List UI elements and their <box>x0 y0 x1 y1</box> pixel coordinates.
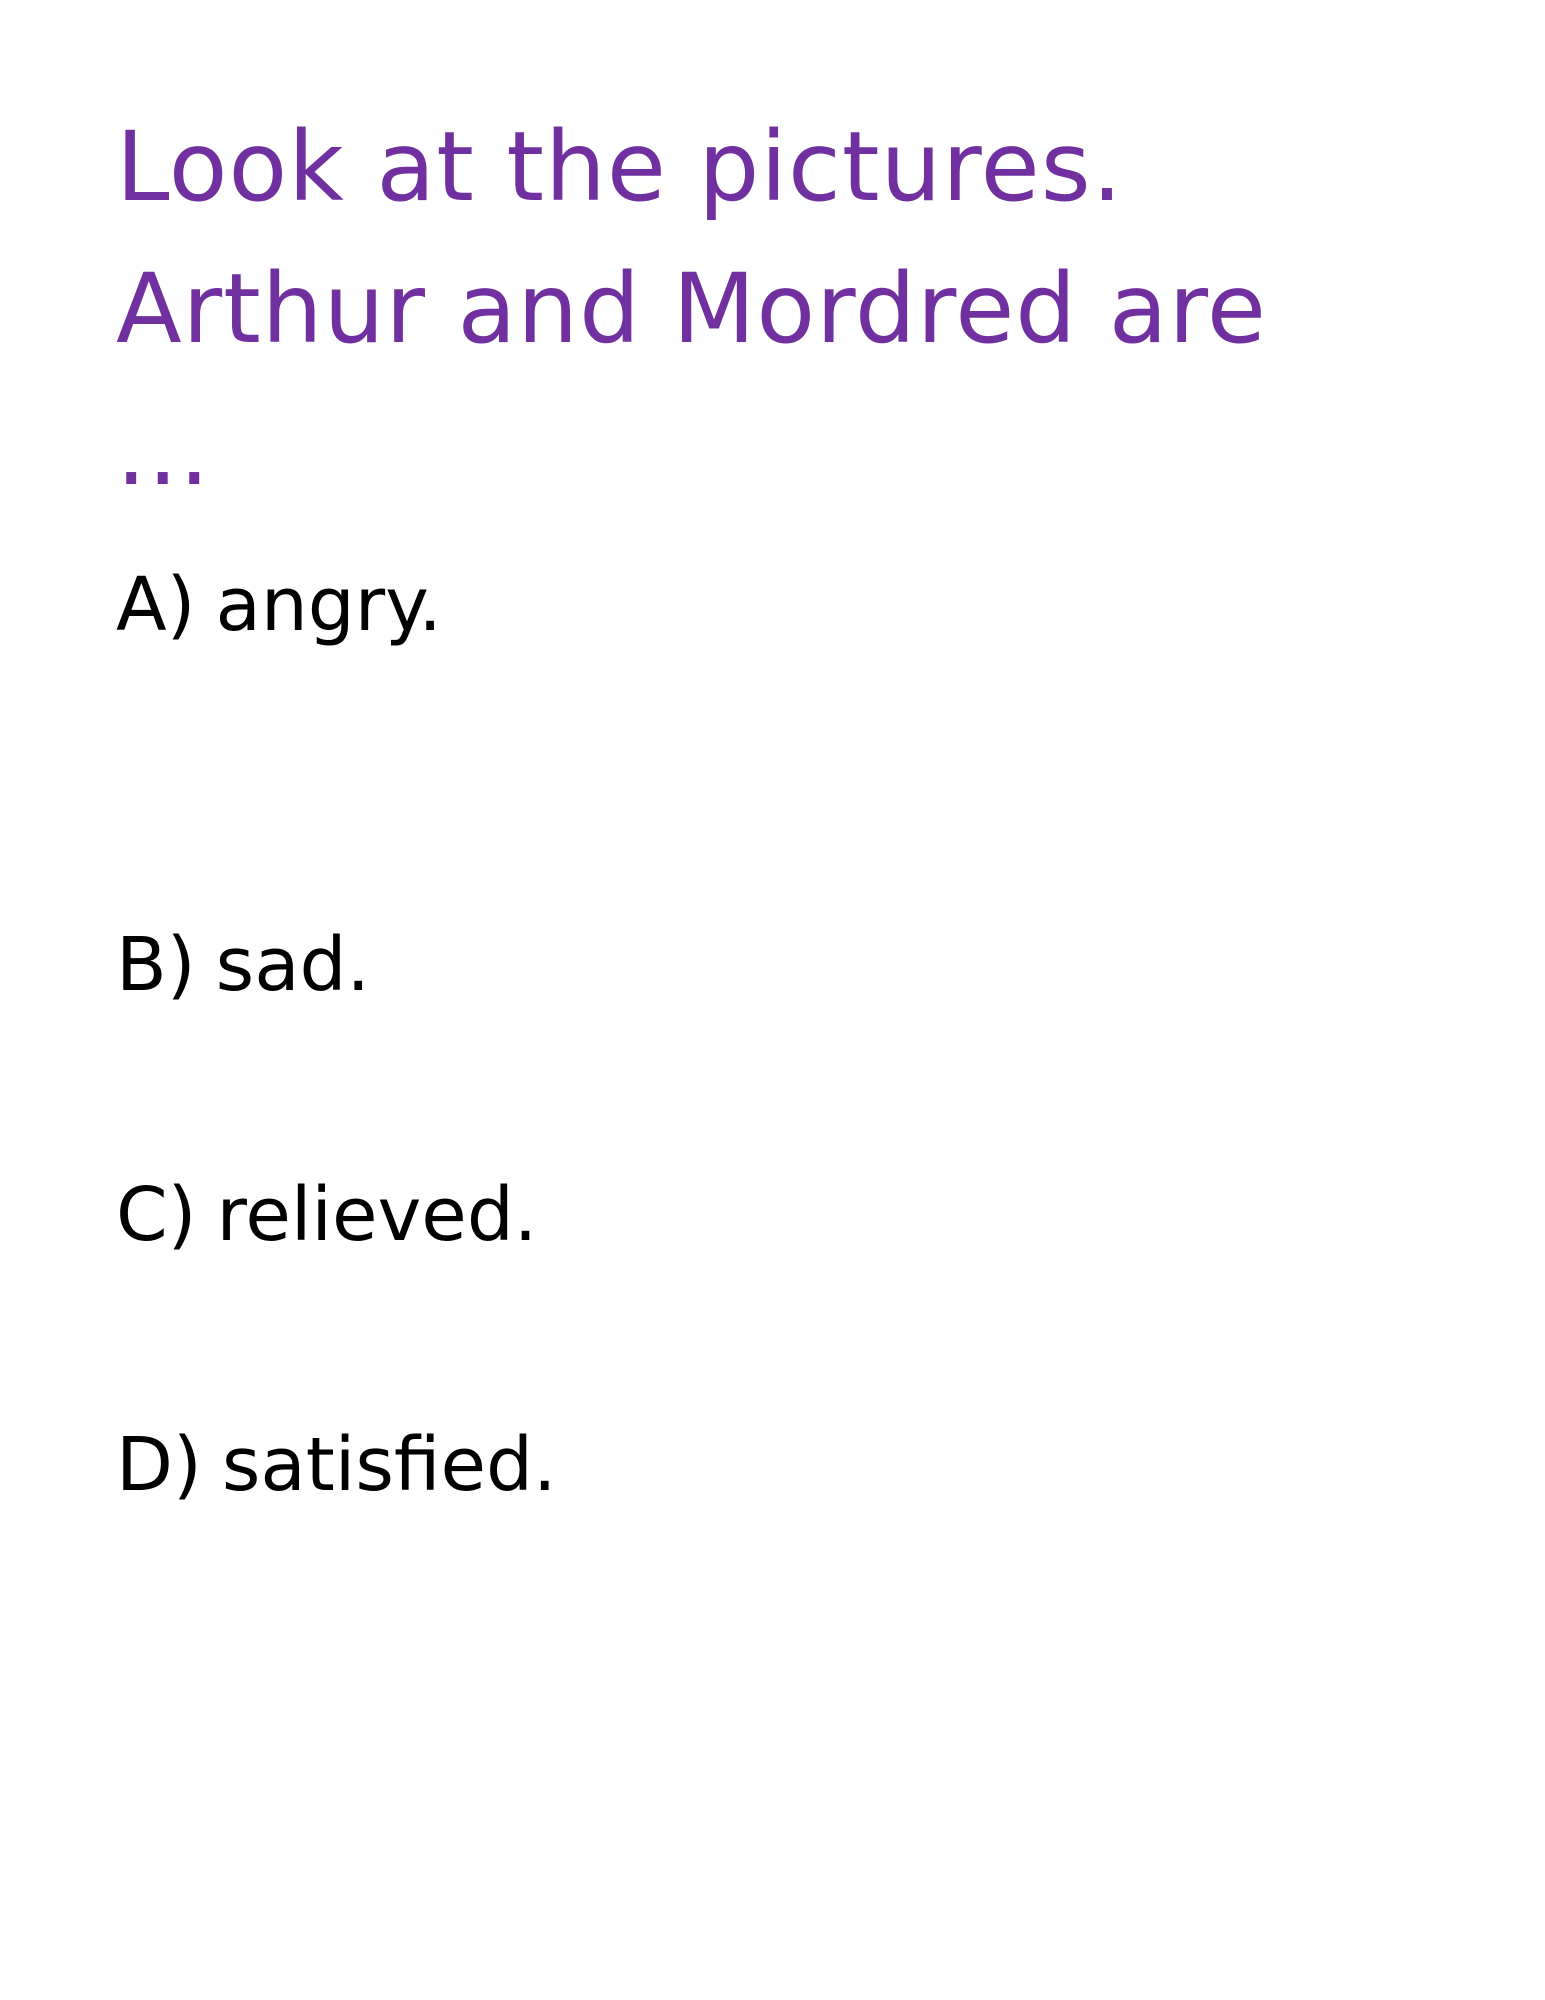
option-text: sad. <box>215 922 371 1008</box>
option-text: angry. <box>215 562 442 648</box>
answer-option-c[interactable] <box>116 1170 537 1260</box>
answer-option-a[interactable] <box>116 560 442 650</box>
option-letter: D) <box>116 1422 202 1508</box>
question-line-3-ellipsis: ... <box>116 395 211 507</box>
option-text: relieved. <box>216 1172 538 1258</box>
option-text: satisfied. <box>221 1422 557 1508</box>
question-prompt <box>116 96 1416 522</box>
answer-option-d[interactable] <box>116 1420 557 1510</box>
answer-option-b[interactable] <box>116 920 370 1010</box>
option-letter: A) <box>116 562 196 648</box>
question-line-2: Arthur and Mordred are <box>116 253 1267 365</box>
option-letter: B) <box>116 922 196 1008</box>
option-letter: C) <box>116 1172 197 1258</box>
question-line-1: Look at the pictures. <box>116 111 1124 223</box>
